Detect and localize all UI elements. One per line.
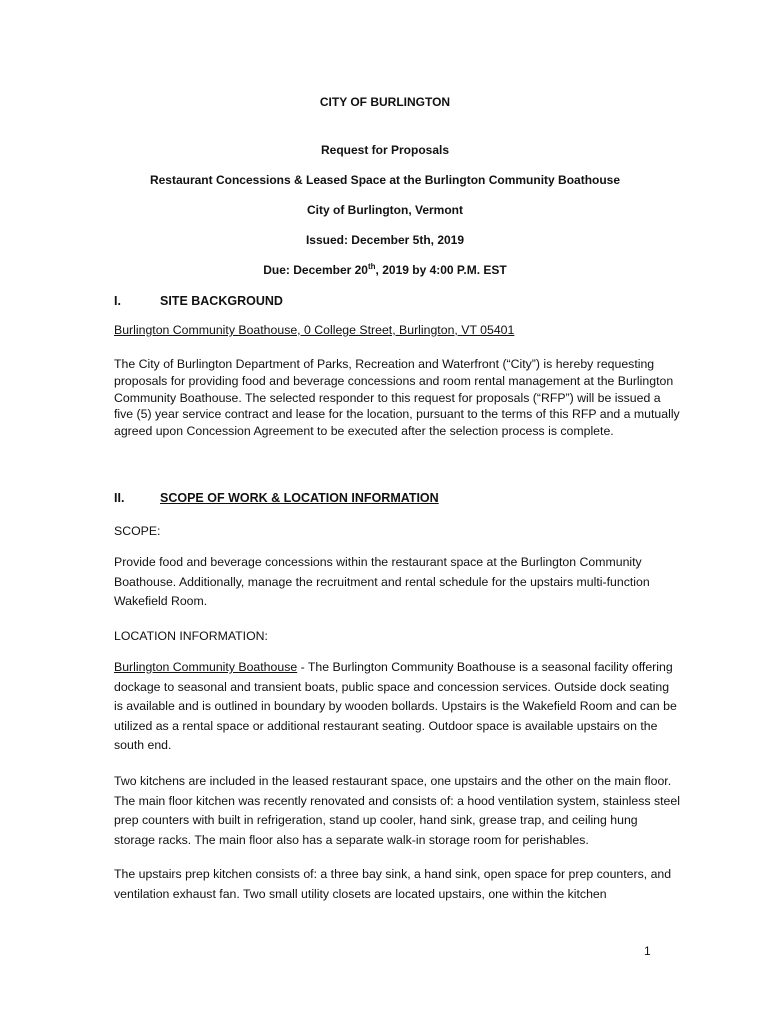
location-description: - The Burlington Community Boathouse is a seasonal facility offering dockage to seasonal and transient boats, public space and concession services. Outside dock seating is available and is outlined in boundary by wooden bollards. Upstairs is the Wakefield Room and can be utilized as a rental space or additional restaurant seating. Outdoor space is available upstairs on the south end. <box>114 660 677 753</box>
subject-title: Restaurant Concessions & Leased Space at the Burlington Community Boathouse <box>149 173 621 187</box>
section2-number: II. <box>114 491 125 505</box>
scope-paragraph: Provide food and beverage concessions within the restaurant space at the Burlington Community Boathouse. Additionally, manage the recruitment and rental schedule for the upstairs multi-function Wakefield Room. <box>114 555 650 609</box>
city-title: CITY OF BURLINGTON <box>319 95 451 109</box>
site-background-paragraph: The City of Burlington Department of Parks, Recreation and Waterfront (“City”) is hereby requesting proposals for providing food and beverage concessions and room rental management at the Burlington Community Boathouse. The selected responder to this request for proposals (“RFP”) will be issued a five (5) year service contract and lease for the location, pursuant to the terms of this RFP and a mutually agreed upon Concession Agreement to be executed after the selection process is complete. <box>114 357 680 439</box>
scope-label: SCOPE: <box>114 524 161 538</box>
due-suffix: , 2019 by 4:00 P.M. EST <box>375 263 507 277</box>
page-number: 1 <box>644 944 651 958</box>
upstairs-kitchen-paragraph: The upstairs prep kitchen consists of: a three bay sink, a hand sink, open space for prep counters, and ventilation exhaust fan. Two small utility closets are located upstairs, one within the kitchen <box>114 867 672 901</box>
section1-heading <box>114 294 283 308</box>
due-superscript: th <box>367 262 376 271</box>
location-paragraph <box>114 658 680 756</box>
kitchens-paragraph: Two kitchens are included in the leased restaurant space, one upstairs and the other on the main floor. The main floor kitchen was recently renovated and consists of: a hood ventilation system, stainless steel prep counters with built in refrigeration, stand up cooler, hand sink, grease trap, and ceiling hung storage racks. The main floor also has a separate walk-in storage room for perishables. <box>114 774 680 847</box>
issued-date: Issued: December 5th, 2019 <box>305 233 465 247</box>
doc-type-title: Request for Proposals <box>320 143 450 157</box>
boathouse-link-text: Burlington Community Boathouse <box>114 660 298 674</box>
due-prefix: Due: December 20 <box>263 263 368 277</box>
due-date <box>0 263 770 277</box>
section1-number: I. <box>114 294 121 308</box>
section2-heading <box>114 491 439 505</box>
section1-title: SITE BACKGROUND <box>160 294 283 308</box>
location-title: City of Burlington, Vermont <box>307 203 463 217</box>
location-label: LOCATION INFORMATION: <box>114 629 268 643</box>
section2-title: SCOPE OF WORK & LOCATION INFORMATION <box>160 491 439 505</box>
site-address: Burlington Community Boathouse, 0 College Street, Burlington, VT 05401 <box>114 323 515 337</box>
